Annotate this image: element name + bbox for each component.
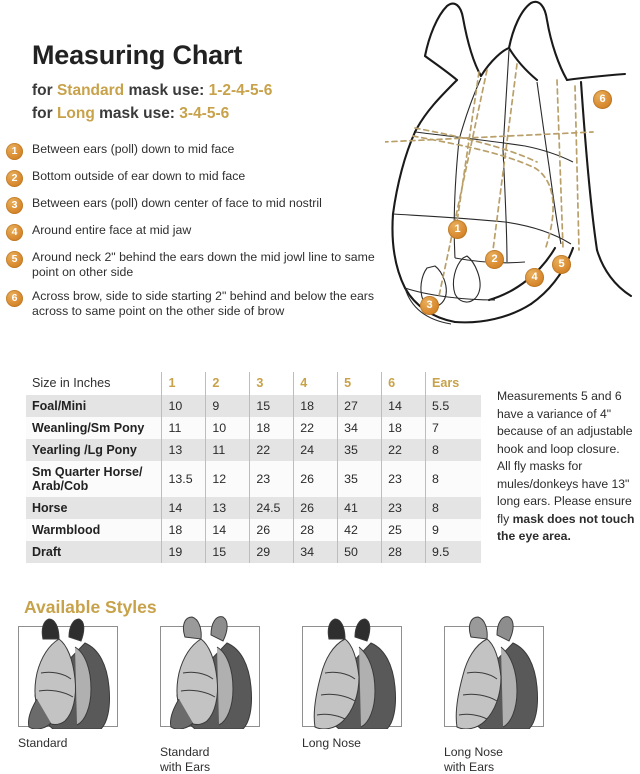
legend-badge-4: 4 xyxy=(6,224,23,241)
cell-1: 10 xyxy=(162,395,206,417)
cell-1: 19 xyxy=(162,541,206,563)
table-row xyxy=(26,519,481,541)
cell-ears: 9 xyxy=(426,519,482,541)
diagram-marker-6: 6 xyxy=(593,90,612,109)
table-row xyxy=(26,541,481,563)
long-label: Long xyxy=(56,105,95,122)
cell-4: 22 xyxy=(294,417,338,439)
cell-6: 18 xyxy=(382,417,426,439)
table-row xyxy=(26,417,481,439)
cell-3: 22 xyxy=(250,439,294,461)
standard-mask-usage xyxy=(32,82,272,100)
legend-text-5: Around neck 2" behind the ears down the mid jowl line to same point on other side xyxy=(32,250,375,279)
cell-5: 35 xyxy=(338,439,382,461)
diagram-marker-4: 4 xyxy=(525,268,544,287)
header-col-2: 2 xyxy=(206,372,250,395)
horse-mask-photo-icon xyxy=(155,613,267,729)
cell-5: 27 xyxy=(338,395,382,417)
long-numbers: 3-4-5-6 xyxy=(179,105,230,122)
row-label: Yearling /Lg Pony xyxy=(26,439,162,461)
legend-badge-2: 2 xyxy=(6,170,23,187)
legend-badge-6: 6 xyxy=(6,290,23,307)
row-label: Sm Quarter Horse/ Arab/Cob xyxy=(26,461,162,497)
cell-3: 29 xyxy=(250,541,294,563)
legend-badge-3: 3 xyxy=(6,197,23,214)
available-styles-row xyxy=(18,626,628,774)
caption-line-1: Long Nose xyxy=(444,745,503,759)
caption-line-2: with Ears xyxy=(444,759,495,774)
style-item-long-nose[interactable] xyxy=(302,626,422,774)
style-thumbnail-standard-with-ears[interactable] xyxy=(160,626,260,727)
cell-4: 26 xyxy=(294,497,338,519)
standard-numbers: 1-2-4-5-6 xyxy=(208,82,273,99)
cell-5: 35 xyxy=(338,461,382,497)
table-row xyxy=(26,461,481,497)
cell-5: 41 xyxy=(338,497,382,519)
cell-2: 11 xyxy=(206,439,250,461)
style-item-standard-with-ears[interactable] xyxy=(160,626,280,774)
note-text: Measurements 5 and 6 have a variance of 4" because of an adjustable hook and loop closure. All fly masks for mules/donkeys have 13" long ears. Please ensure fly xyxy=(497,389,633,526)
cell-3: 23 xyxy=(250,461,294,497)
cell-2: 10 xyxy=(206,417,250,439)
cell-4: 26 xyxy=(294,461,338,497)
legend-text-4: Around entire face at mid jaw xyxy=(32,223,192,237)
legend-item xyxy=(6,196,396,214)
cell-6: 23 xyxy=(382,461,426,497)
cell-2: 9 xyxy=(206,395,250,417)
caption-line-2: with Ears xyxy=(160,759,211,774)
horse-mask-photo-icon xyxy=(13,613,125,729)
row-label: Horse xyxy=(26,497,162,519)
table-row xyxy=(26,395,481,417)
horse-head-diagram xyxy=(385,0,640,365)
header-col-1: 1 xyxy=(162,372,206,395)
style-caption-long-nose xyxy=(302,736,422,751)
cell-3: 24.5 xyxy=(250,497,294,519)
standard-mid: mask use: xyxy=(124,82,209,99)
caption-line-1: Standard xyxy=(160,745,210,759)
legend-text-3: Between ears (poll) down center of face to mid nostril xyxy=(32,196,322,210)
table-row xyxy=(26,439,481,461)
cell-4: 34 xyxy=(294,541,338,563)
cell-3: 18 xyxy=(250,417,294,439)
cell-2: 13 xyxy=(206,497,250,519)
long-mask-usage xyxy=(32,105,229,123)
cell-6: 23 xyxy=(382,497,426,519)
caption-line-1: Standard xyxy=(18,736,68,750)
header-col-6: 6 xyxy=(382,372,426,395)
cell-4: 24 xyxy=(294,439,338,461)
standard-label: Standard xyxy=(56,82,125,99)
row-label: Warmblood xyxy=(26,519,162,541)
cell-6: 28 xyxy=(382,541,426,563)
cell-2: 12 xyxy=(206,461,250,497)
caption-line-1: Long Nose xyxy=(302,736,361,750)
legend-text-2: Bottom outside of ear down to mid face xyxy=(32,169,246,183)
cell-2: 14 xyxy=(206,519,250,541)
row-label: Draft xyxy=(26,541,162,563)
style-item-standard[interactable] xyxy=(18,626,138,774)
horse-mask-photo-icon xyxy=(439,613,551,729)
available-styles-heading: Available Styles xyxy=(24,597,157,617)
cell-1: 13.5 xyxy=(162,461,206,497)
diagram-marker-2: 2 xyxy=(485,250,504,269)
header-size-in-inches: Size in Inches xyxy=(32,376,111,390)
table-row xyxy=(26,497,481,519)
cell-6: 22 xyxy=(382,439,426,461)
style-thumbnail-long-nose-with-ears[interactable] xyxy=(444,626,544,727)
header-col-5: 5 xyxy=(338,372,382,395)
cell-5: 50 xyxy=(338,541,382,563)
legend-item xyxy=(6,223,396,241)
cell-ears: 8 xyxy=(426,497,482,519)
cell-4: 18 xyxy=(294,395,338,417)
diagram-marker-5: 5 xyxy=(552,255,571,274)
cell-5: 34 xyxy=(338,417,382,439)
diagram-marker-1: 1 xyxy=(448,220,467,239)
cell-1: 11 xyxy=(162,417,206,439)
page-title: Measuring Chart xyxy=(32,40,243,70)
style-item-long-nose-with-ears[interactable] xyxy=(444,626,564,774)
cell-6: 25 xyxy=(382,519,426,541)
style-thumbnail-long-nose[interactable] xyxy=(302,626,402,727)
row-label: Weanling/Sm Pony xyxy=(26,417,162,439)
legend-badge-1: 1 xyxy=(6,143,23,160)
size-chart-table xyxy=(26,372,481,563)
cell-3: 26 xyxy=(250,519,294,541)
measurement-legend xyxy=(6,142,396,328)
legend-item xyxy=(6,250,396,280)
table-header-row xyxy=(26,372,481,395)
cell-5: 42 xyxy=(338,519,382,541)
cell-3: 15 xyxy=(250,395,294,417)
legend-text-1: Between ears (poll) down to mid face xyxy=(32,142,235,156)
legend-item xyxy=(6,142,396,160)
legend-item xyxy=(6,289,396,319)
cell-1: 13 xyxy=(162,439,206,461)
legend-item xyxy=(6,169,396,187)
header-col-4: 4 xyxy=(294,372,338,395)
cell-ears: 9.5 xyxy=(426,541,482,563)
diagram-marker-3: 3 xyxy=(420,296,439,315)
row-label: Foal/Mini xyxy=(26,395,162,417)
cell-ears: 8 xyxy=(426,439,482,461)
measurement-note xyxy=(497,388,635,546)
style-caption-standard xyxy=(18,736,138,751)
note-text-bold: mask does not touch the eye area. xyxy=(497,511,635,543)
style-caption-standard-with-ears xyxy=(160,745,280,774)
cell-4: 28 xyxy=(294,519,338,541)
cell-1: 14 xyxy=(162,497,206,519)
cell-2: 15 xyxy=(206,541,250,563)
legend-badge-5: 5 xyxy=(6,251,23,268)
cell-ears: 8 xyxy=(426,461,482,497)
cell-ears: 5.5 xyxy=(426,395,482,417)
header-ears: Ears xyxy=(426,372,482,395)
long-prefix: for xyxy=(32,105,57,122)
header-col-3: 3 xyxy=(250,372,294,395)
horse-mask-photo-icon xyxy=(297,613,409,729)
cell-6: 14 xyxy=(382,395,426,417)
cell-ears: 7 xyxy=(426,417,482,439)
legend-text-6: Across brow, side to side starting 2" behind and below the ears across to same point on the other side of brow xyxy=(32,289,375,318)
style-thumbnail-standard[interactable] xyxy=(18,626,118,727)
standard-prefix: for xyxy=(32,82,57,99)
cell-1: 18 xyxy=(162,519,206,541)
long-mid: mask use: xyxy=(94,105,180,122)
style-caption-long-nose-with-ears xyxy=(444,745,564,774)
